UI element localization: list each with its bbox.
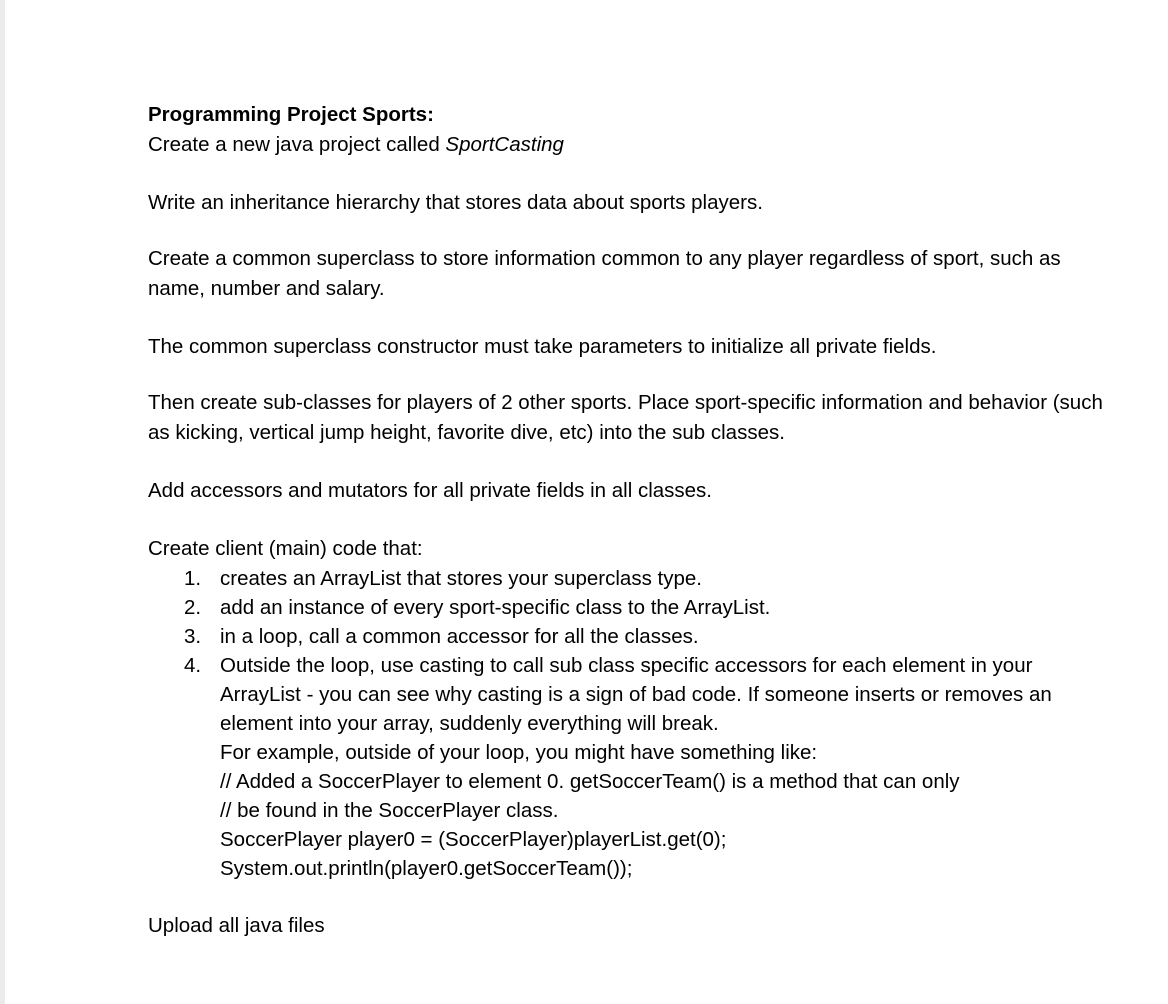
page-left-edge <box>0 0 5 1004</box>
paragraph-subclasses: Then create sub-classes for players of 2 other sports. Place sport-specific information and behavior (such as kicking, vertical jump height, favorite dive, etc) into the sub classes. <box>148 391 1103 444</box>
code-comment-line: // Added a SoccerPlayer to element 0. getSoccerTeam() is a method that can only <box>220 770 960 793</box>
list-number: 4. <box>184 654 202 677</box>
list-item <box>148 564 1108 593</box>
project-name: SportCasting <box>445 133 564 156</box>
intro-line <box>148 130 1108 160</box>
list-number: 2. <box>184 596 202 619</box>
example-intro: For example, outside of your loop, you might have something like: <box>220 741 818 764</box>
list-item <box>148 622 1108 651</box>
paragraph-superclass: Create a common superclass to store information common to any player regardless of sport, such as name, number and salary. <box>148 247 1061 300</box>
document-title: Programming Project Sports: <box>148 103 434 126</box>
list-text: creates an ArrayList that stores your superclass type. <box>220 567 702 590</box>
code-comment-line: // be found in the SoccerPlayer class. <box>220 799 559 822</box>
document-page <box>148 100 1108 941</box>
list-item <box>148 593 1108 622</box>
intro-prefix: Create a new java project called <box>148 133 446 156</box>
list-text: Outside the loop, use casting to call sub class specific accessors for each element in your ArrayList - you can see why casting is a sign of bad code. If someone inserts or removes an element into your array, suddenly everything will break. <box>220 654 1052 735</box>
list-number: 1. <box>184 567 202 590</box>
code-line: System.out.println(player0.getSoccerTeam()); <box>220 857 633 880</box>
code-line: SoccerPlayer player0 = (SoccerPlayer)playerList.get(0); <box>220 828 727 851</box>
paragraph-constructor: The common superclass constructor must take parameters to initialize all private fields. <box>148 335 937 358</box>
list-text: add an instance of every sport-specific class to the ArrayList. <box>220 596 771 619</box>
client-heading: Create client (main) code that: <box>148 537 423 560</box>
upload-instruction: Upload all java files <box>148 914 325 937</box>
list-item <box>148 651 1108 883</box>
list-text: in a loop, call a common accessor for all the classes. <box>220 625 699 648</box>
list-number: 3. <box>184 625 202 648</box>
paragraph-accessors: Add accessors and mutators for all private fields in all classes. <box>148 479 713 502</box>
steps-list <box>148 564 1108 883</box>
paragraph-inheritance: Write an inheritance hierarchy that stores data about sports players. <box>148 191 763 214</box>
